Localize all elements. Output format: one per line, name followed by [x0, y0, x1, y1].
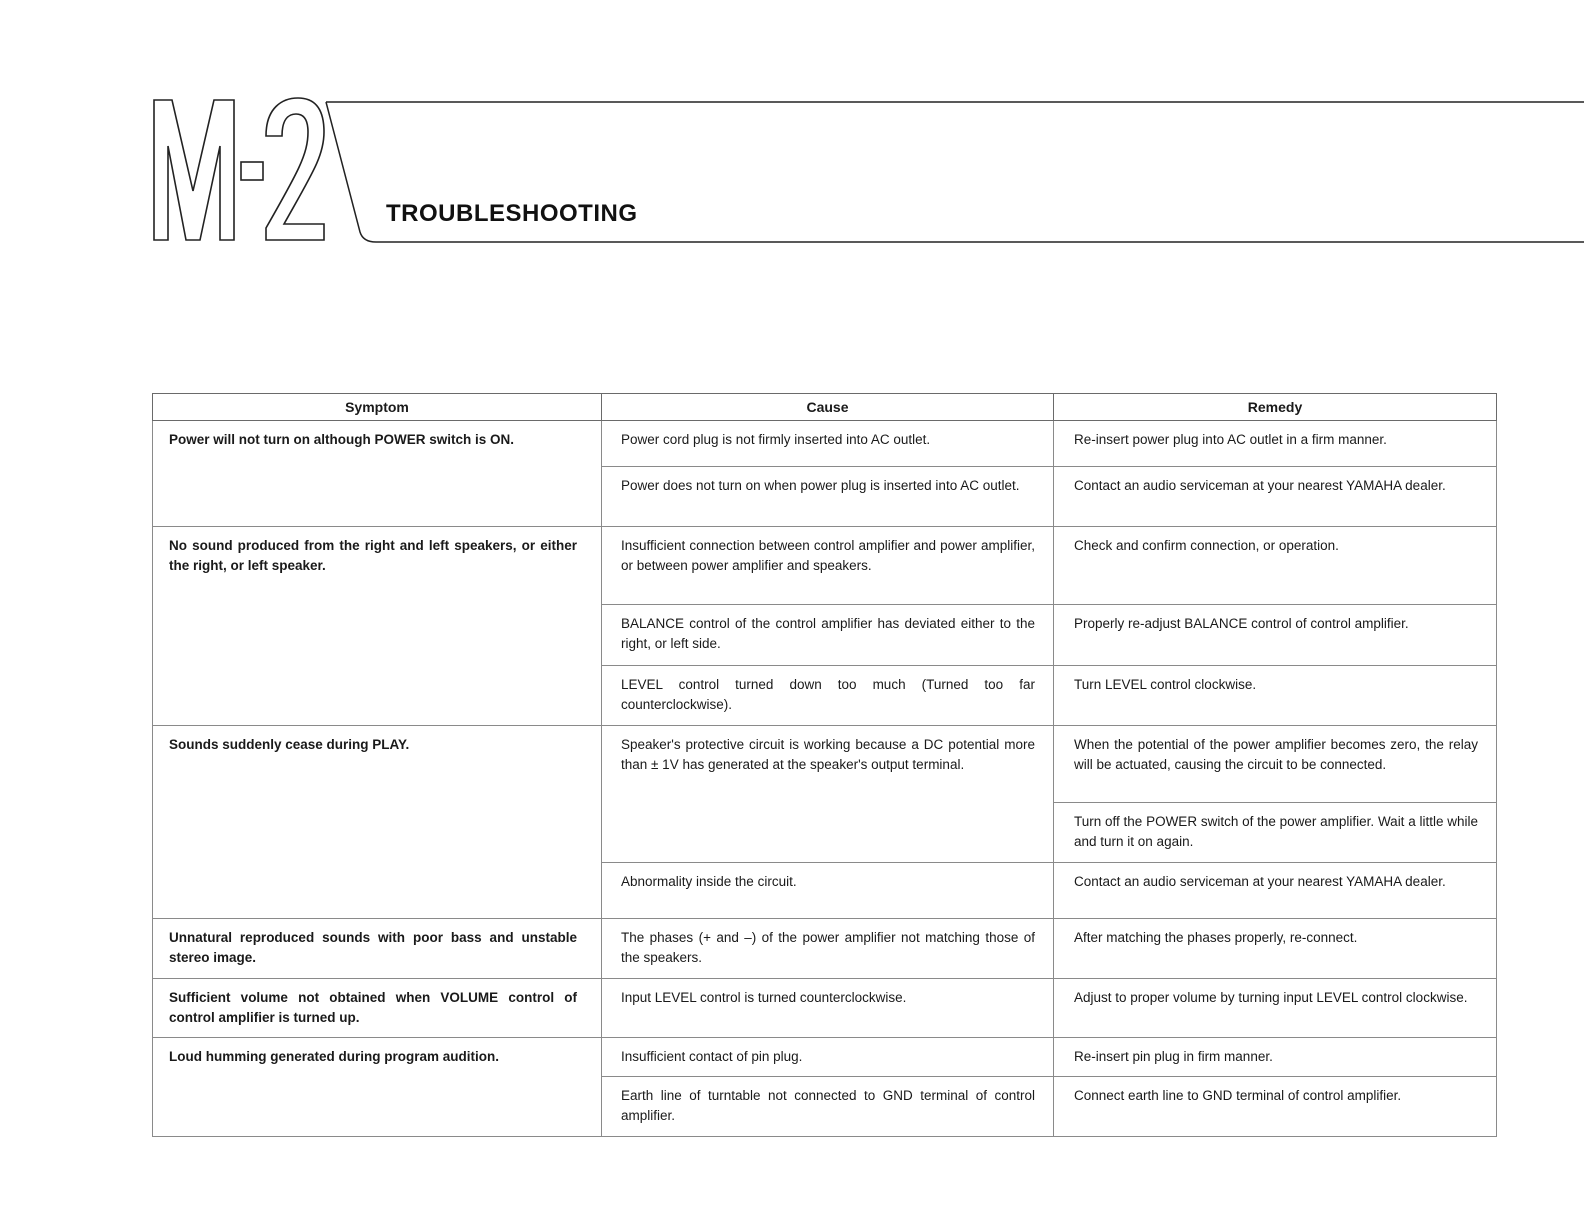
troubleshooting-table: [152, 393, 1497, 1137]
cause-cell: The phases (+ and –) of the power amplifier not matching those of the speakers.: [602, 919, 1054, 979]
remedy-cell: Re-insert pin plug in firm manner.: [1054, 1038, 1497, 1077]
cause-cell: Power cord plug is not firmly inserted into AC outlet.: [602, 421, 1054, 467]
m2-logo: [150, 96, 330, 244]
remedy-cell: Contact an audio serviceman at your nearest YAMAHA dealer.: [1054, 863, 1497, 919]
symptom-cell: Loud humming generated during program audition.: [153, 1038, 602, 1137]
remedy-cell: When the potential of the power amplifier becomes zero, the relay will be actuated, causing the circuit to be connected.: [1054, 726, 1497, 803]
table-row: [153, 1038, 1497, 1077]
table-header-row: [153, 394, 1497, 421]
cause-cell: Speaker's protective circuit is working because a DC potential more than ± 1V has generated at the speaker's output terminal.: [602, 726, 1054, 863]
remedy-cell: Re-insert power plug into AC outlet in a firm manner.: [1054, 421, 1497, 467]
cause-cell: LEVEL control turned down too much (Turned too far counterclockwise).: [602, 666, 1054, 726]
table-row: [153, 726, 1497, 803]
cause-cell: Power does not turn on when power plug is inserted into AC outlet.: [602, 467, 1054, 527]
table-row: [153, 527, 1497, 605]
remedy-cell: Adjust to proper volume by turning input LEVEL control clockwise.: [1054, 979, 1497, 1038]
table-row: [153, 421, 1497, 467]
cause-cell: Input LEVEL control is turned counterclockwise.: [602, 979, 1054, 1038]
column-header-symptom: Symptom: [153, 394, 602, 421]
table-row: [153, 979, 1497, 1038]
table-row: [153, 919, 1497, 979]
cause-cell: Insufficient contact of pin plug.: [602, 1038, 1054, 1077]
remedy-cell: After matching the phases properly, re-connect.: [1054, 919, 1497, 979]
column-header-cause: Cause: [602, 394, 1054, 421]
symptom-cell: Sufficient volume not obtained when VOLUME control of control amplifier is turned up.: [153, 979, 602, 1038]
cause-cell: Abnormality inside the circuit.: [602, 863, 1054, 919]
column-header-remedy: Remedy: [1054, 394, 1497, 421]
remedy-cell: Contact an audio serviceman at your nearest YAMAHA dealer.: [1054, 467, 1497, 527]
remedy-cell: Properly re-adjust BALANCE control of control amplifier.: [1054, 605, 1497, 666]
cause-cell: Earth line of turntable not connected to GND terminal of control amplifier.: [602, 1077, 1054, 1137]
remedy-cell: Turn LEVEL control clockwise.: [1054, 666, 1497, 726]
symptom-cell: Power will not turn on although POWER switch is ON.: [153, 421, 602, 527]
symptom-cell: Sounds suddenly cease during PLAY.: [153, 726, 602, 919]
remedy-cell: Connect earth line to GND terminal of control amplifier.: [1054, 1077, 1497, 1137]
cause-cell: BALANCE control of the control amplifier has deviated either to the right, or left side.: [602, 605, 1054, 666]
remedy-cell: Turn off the POWER switch of the power amplifier. Wait a little while and turn it on again.: [1054, 803, 1497, 863]
page-title: TROUBLESHOOTING: [386, 200, 638, 227]
symptom-cell: Unnatural reproduced sounds with poor bass and unstable stereo image.: [153, 919, 602, 979]
remedy-cell: Check and confirm connection, or operation.: [1054, 527, 1497, 605]
cause-cell: Insufficient connection between control amplifier and power amplifier, or between power amplifier and speakers.: [602, 527, 1054, 605]
symptom-cell: No sound produced from the right and left speakers, or either the right, or left speaker.: [153, 527, 602, 726]
